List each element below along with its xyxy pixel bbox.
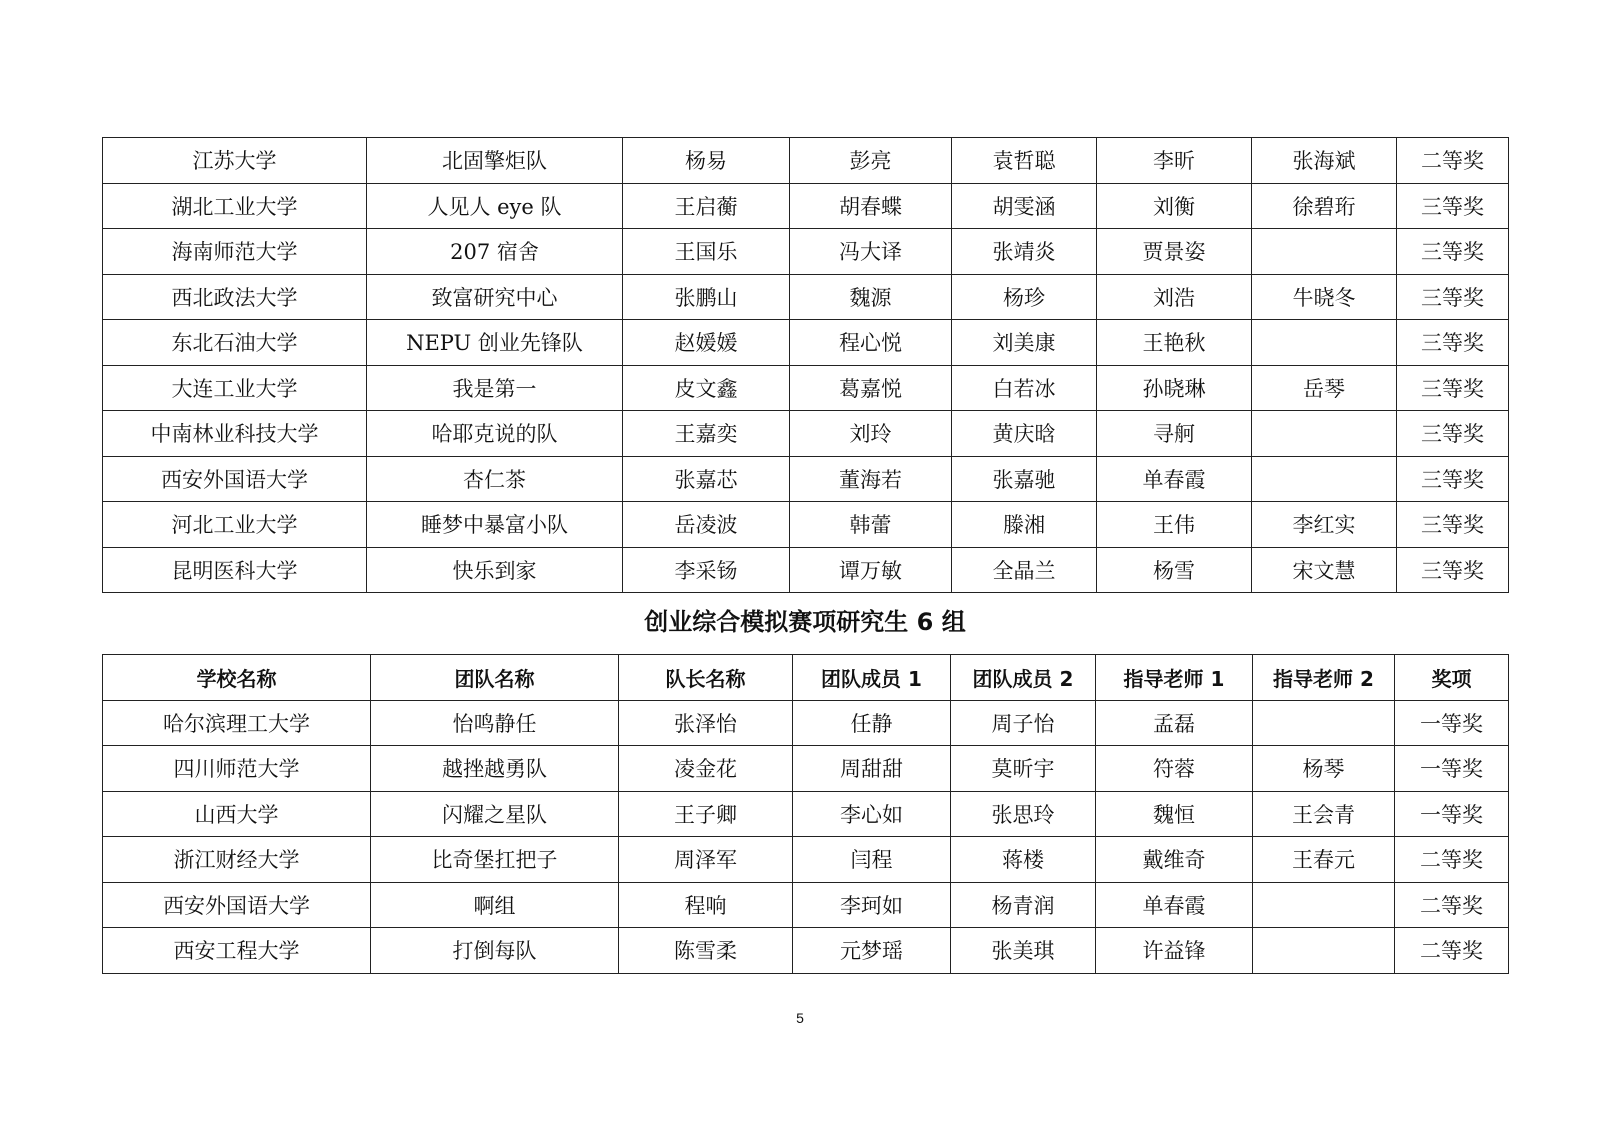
cell-advisor-1: 符蓉 [1096, 746, 1253, 792]
cell-team: 207 宿舍 [367, 229, 623, 275]
cell-school: 河北工业大学 [103, 502, 367, 548]
cell-advisor-1: 刘衡 [1097, 183, 1252, 229]
cell-award: 三等奖 [1397, 365, 1509, 411]
cell-school: 江苏大学 [103, 138, 367, 184]
cell-member-1: 谭万敏 [790, 547, 952, 593]
cell-team: 快乐到家 [367, 547, 623, 593]
table-row [103, 547, 1509, 593]
cell-member-2: 杨珍 [952, 274, 1097, 320]
cell-team: 哈耶克说的队 [367, 411, 623, 457]
cell-advisor-1: 魏恒 [1096, 791, 1253, 837]
cell-award: 三等奖 [1397, 274, 1509, 320]
cell-advisor-2: 杨琴 [1253, 746, 1395, 792]
table-body [103, 138, 1509, 593]
cell-team: 我是第一 [367, 365, 623, 411]
header-advisor-1: 指导老师 1 [1096, 655, 1253, 701]
cell-advisor-2: 徐碧珩 [1252, 183, 1397, 229]
cell-award: 一等奖 [1395, 791, 1509, 837]
table-body [103, 700, 1509, 973]
cell-member-2: 黄庆晗 [952, 411, 1097, 457]
cell-advisor-1: 李昕 [1097, 138, 1252, 184]
table-row [103, 502, 1509, 548]
cell-member-2: 张靖炎 [952, 229, 1097, 275]
cell-advisor-2: 张海斌 [1252, 138, 1397, 184]
cell-award: 二等奖 [1395, 837, 1509, 883]
cell-advisor-1: 许益锋 [1096, 928, 1253, 974]
cell-advisor-2 [1253, 700, 1395, 746]
header-award: 奖项 [1395, 655, 1509, 701]
table-row [103, 274, 1509, 320]
cell-advisor-1: 刘浩 [1097, 274, 1252, 320]
cell-advisor-2: 王春元 [1253, 837, 1395, 883]
cell-member-1: 冯大译 [790, 229, 952, 275]
cell-team: 怡鸣静任 [371, 700, 619, 746]
cell-school: 中南林业科技大学 [103, 411, 367, 457]
table-row [103, 837, 1509, 883]
cell-award: 三等奖 [1397, 411, 1509, 457]
cell-award: 三等奖 [1397, 183, 1509, 229]
cell-award: 二等奖 [1395, 928, 1509, 974]
cell-team: 越挫越勇队 [371, 746, 619, 792]
table-header [103, 655, 1509, 701]
graduate-group-6-table [102, 654, 1509, 974]
cell-member-1: 刘玲 [790, 411, 952, 457]
cell-school: 湖北工业大学 [103, 183, 367, 229]
header-member-1: 团队成员 1 [793, 655, 951, 701]
cell-award: 一等奖 [1395, 700, 1509, 746]
cell-school: 四川师范大学 [103, 746, 371, 792]
cell-school: 海南师范大学 [103, 229, 367, 275]
cell-advisor-1: 杨雪 [1097, 547, 1252, 593]
header-captain: 队长名称 [619, 655, 793, 701]
cell-captain: 凌金花 [619, 746, 793, 792]
cell-captain: 王嘉奕 [623, 411, 790, 457]
header-member-2: 团队成员 2 [951, 655, 1096, 701]
cell-team: NEPU 创业先锋队 [367, 320, 623, 366]
cell-team: 比奇堡扛把子 [371, 837, 619, 883]
cell-member-1: 董海若 [790, 456, 952, 502]
table-row [103, 456, 1509, 502]
cell-member-1: 元梦瑶 [793, 928, 951, 974]
cell-captain: 王国乐 [623, 229, 790, 275]
cell-captain: 陈雪柔 [619, 928, 793, 974]
table-row [103, 183, 1509, 229]
cell-advisor-1: 单春霞 [1097, 456, 1252, 502]
cell-advisor-1: 戴维奇 [1096, 837, 1253, 883]
cell-member-2: 刘美康 [952, 320, 1097, 366]
cell-captain: 周泽军 [619, 837, 793, 883]
table-row [103, 320, 1509, 366]
cell-school: 西安外国语大学 [103, 456, 367, 502]
header-advisor-2: 指导老师 2 [1253, 655, 1395, 701]
cell-member-1: 韩蕾 [790, 502, 952, 548]
cell-advisor-2 [1253, 928, 1395, 974]
cell-advisor-1: 王伟 [1097, 502, 1252, 548]
cell-member-1: 任静 [793, 700, 951, 746]
cell-member-2: 张嘉驰 [952, 456, 1097, 502]
table-row [103, 791, 1509, 837]
table-row [103, 700, 1509, 746]
cell-member-2: 蒋楼 [951, 837, 1096, 883]
cell-member-1: 程心悦 [790, 320, 952, 366]
cell-award: 三等奖 [1397, 547, 1509, 593]
header-school: 学校名称 [103, 655, 371, 701]
cell-member-2: 胡雯涵 [952, 183, 1097, 229]
cell-captain: 张泽怡 [619, 700, 793, 746]
cell-captain: 王子卿 [619, 791, 793, 837]
cell-team: 睡梦中暴富小队 [367, 502, 623, 548]
table-row [103, 138, 1509, 184]
cell-advisor-2: 宋文慧 [1252, 547, 1397, 593]
cell-advisor-2: 王会青 [1253, 791, 1395, 837]
cell-school: 东北石油大学 [103, 320, 367, 366]
cell-award: 三等奖 [1397, 456, 1509, 502]
header-row [103, 655, 1509, 701]
cell-team: 啊组 [371, 882, 619, 928]
cell-school: 哈尔滨理工大学 [103, 700, 371, 746]
cell-advisor-1: 寻舸 [1097, 411, 1252, 457]
cell-member-1: 葛嘉悦 [790, 365, 952, 411]
table-row [103, 746, 1509, 792]
cell-member-1: 魏源 [790, 274, 952, 320]
cell-member-2: 滕湘 [952, 502, 1097, 548]
cell-advisor-1: 孙晓琳 [1097, 365, 1252, 411]
cell-member-1: 李珂如 [793, 882, 951, 928]
cell-captain: 王启蘅 [623, 183, 790, 229]
cell-member-1: 彭亮 [790, 138, 952, 184]
table-row [103, 365, 1509, 411]
cell-advisor-2: 李红实 [1252, 502, 1397, 548]
cell-award: 三等奖 [1397, 320, 1509, 366]
cell-member-2: 袁哲聪 [952, 138, 1097, 184]
cell-award: 二等奖 [1395, 882, 1509, 928]
page-number: 5 [796, 1010, 804, 1026]
table-row [103, 928, 1509, 974]
cell-captain: 张鹏山 [623, 274, 790, 320]
cell-member-2: 全晶兰 [952, 547, 1097, 593]
cell-team: 杏仁茶 [367, 456, 623, 502]
cell-advisor-1: 孟磊 [1096, 700, 1253, 746]
cell-school: 山西大学 [103, 791, 371, 837]
cell-member-2: 白若冰 [952, 365, 1097, 411]
cell-member-1: 闫程 [793, 837, 951, 883]
cell-captain: 李采钖 [623, 547, 790, 593]
cell-school: 西安外国语大学 [103, 882, 371, 928]
cell-advisor-1: 单春霞 [1096, 882, 1253, 928]
section-title: 创业综合模拟赛项研究生 6 组 [644, 608, 966, 636]
cell-advisor-1: 贾景姿 [1097, 229, 1252, 275]
cell-award: 二等奖 [1397, 138, 1509, 184]
cell-captain: 杨易 [623, 138, 790, 184]
cell-school: 浙江财经大学 [103, 837, 371, 883]
cell-captain: 岳凌波 [623, 502, 790, 548]
cell-team: 致富研究中心 [367, 274, 623, 320]
cell-member-1: 胡春蝶 [790, 183, 952, 229]
cell-team: 打倒每队 [371, 928, 619, 974]
cell-school: 大连工业大学 [103, 365, 367, 411]
cell-advisor-2: 牛晓冬 [1252, 274, 1397, 320]
header-team: 团队名称 [371, 655, 619, 701]
cell-team: 北固擎炬队 [367, 138, 623, 184]
cell-school: 西安工程大学 [103, 928, 371, 974]
cell-advisor-2 [1253, 882, 1395, 928]
cell-member-2: 杨青润 [951, 882, 1096, 928]
cell-advisor-1: 王艳秋 [1097, 320, 1252, 366]
cell-member-2: 莫昕宇 [951, 746, 1096, 792]
cell-member-2: 周子怡 [951, 700, 1096, 746]
cell-team: 闪耀之星队 [371, 791, 619, 837]
cell-advisor-2 [1252, 320, 1397, 366]
cell-advisor-2 [1252, 411, 1397, 457]
cell-captain: 程响 [619, 882, 793, 928]
cell-member-2: 张思玲 [951, 791, 1096, 837]
cell-advisor-2 [1252, 229, 1397, 275]
cell-award: 一等奖 [1395, 746, 1509, 792]
cell-member-1: 周甜甜 [793, 746, 951, 792]
table-row [103, 229, 1509, 275]
cell-advisor-2: 岳琴 [1252, 365, 1397, 411]
cell-award: 三等奖 [1397, 502, 1509, 548]
table-row [103, 882, 1509, 928]
cell-member-2: 张美琪 [951, 928, 1096, 974]
cell-captain: 张嘉芯 [623, 456, 790, 502]
cell-advisor-2 [1252, 456, 1397, 502]
cell-school: 昆明医科大学 [103, 547, 367, 593]
cell-captain: 赵媛媛 [623, 320, 790, 366]
table-row [103, 411, 1509, 457]
cell-award: 三等奖 [1397, 229, 1509, 275]
cell-member-1: 李心如 [793, 791, 951, 837]
cell-captain: 皮文鑫 [623, 365, 790, 411]
cell-team: 人见人 eye 队 [367, 183, 623, 229]
cell-school: 西北政法大学 [103, 274, 367, 320]
awards-table-continued [102, 137, 1509, 593]
